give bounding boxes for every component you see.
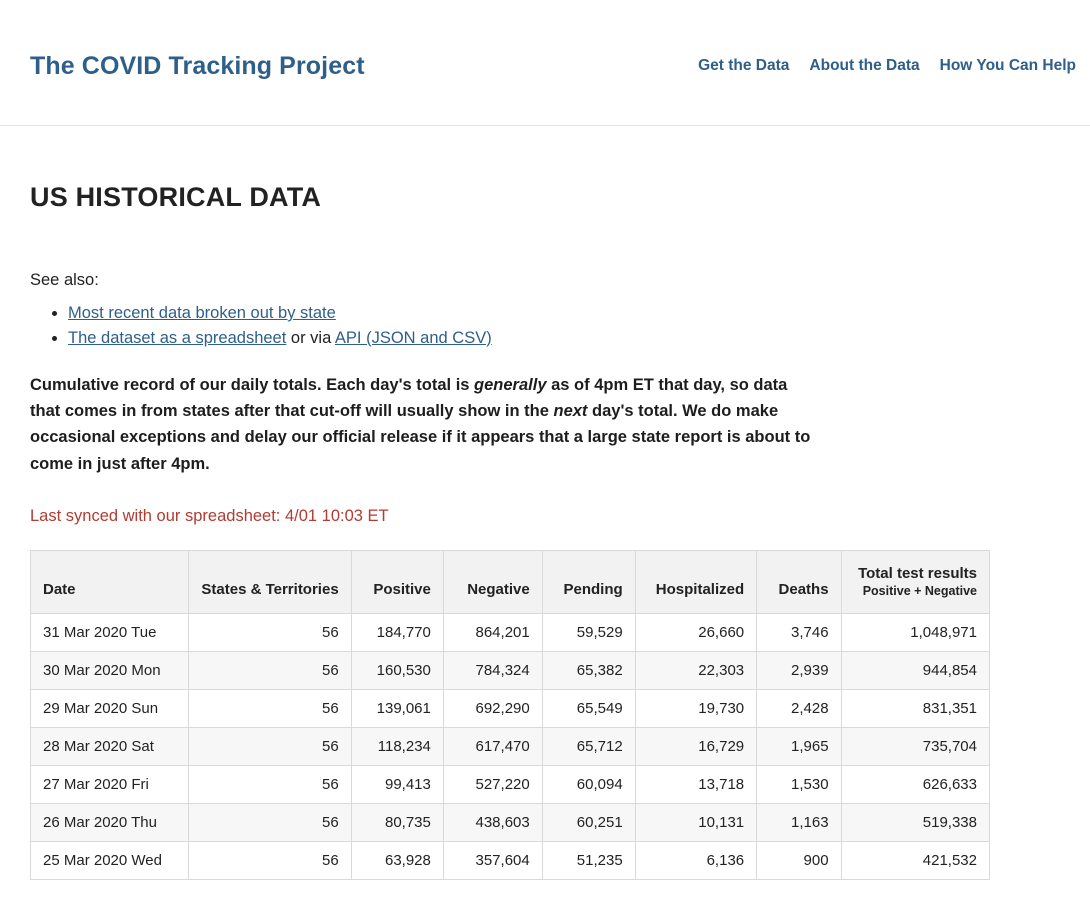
cell-negative: 527,220: [443, 766, 542, 804]
table-header: [31, 551, 990, 614]
cell-total-test-results: 735,704: [841, 728, 989, 766]
nav-item-get-the-data[interactable]: Get the Data: [698, 57, 790, 74]
table-row: [31, 842, 990, 880]
description-part-2: as of 4pm ET that day, so data that comes in from states after that cut-off will usually show in the: [30, 375, 788, 420]
cell-negative: 864,201: [443, 614, 542, 652]
column-header-total-test-results[interactable]: [841, 551, 989, 614]
table-body: [31, 614, 990, 880]
cell-negative: 357,604: [443, 842, 542, 880]
cell-positive: 80,735: [351, 804, 443, 842]
cell-date: 25 Mar 2020 Wed: [31, 842, 189, 880]
cell-hospitalized: 19,730: [635, 690, 756, 728]
table-header-row: [31, 551, 990, 614]
cell-date: 30 Mar 2020 Mon: [31, 652, 189, 690]
table-row: [31, 804, 990, 842]
column-header-total-sub: Positive + Negative: [862, 583, 977, 598]
cell-pending: 60,094: [542, 766, 635, 804]
cell-states-territories: 56: [189, 652, 351, 690]
list-item: [68, 327, 1060, 350]
cell-negative: 784,324: [443, 652, 542, 690]
cell-pending: 65,712: [542, 728, 635, 766]
nav-item-how-you-can-help[interactable]: How You Can Help: [939, 57, 1076, 74]
description-emphasis-generally: generally: [474, 375, 547, 394]
cell-positive: 139,061: [351, 690, 443, 728]
cell-total-test-results: 831,351: [841, 690, 989, 728]
cell-negative: 438,603: [443, 804, 542, 842]
last-synced-status: Last synced with our spreadsheet: 4/01 10:03 ET: [30, 507, 389, 526]
cell-states-territories: 56: [189, 614, 351, 652]
site-brand-link[interactable]: The COVID Tracking Project: [30, 52, 365, 80]
link-api-json-csv[interactable]: API (JSON and CSV): [334, 328, 492, 347]
cell-hospitalized: 6,136: [635, 842, 756, 880]
description-part-1: Cumulative record of our daily totals. Each day's total is: [30, 375, 475, 394]
cell-negative: 692,290: [443, 690, 542, 728]
list-item: [68, 302, 1060, 325]
cell-states-territories: 56: [189, 804, 351, 842]
cell-pending: 65,549: [542, 690, 635, 728]
cell-deaths: 3,746: [757, 614, 841, 652]
page-content: [0, 182, 1090, 880]
site-header: [0, 0, 1090, 126]
cell-pending: 51,235: [542, 842, 635, 880]
table-row: [31, 766, 990, 804]
cell-date: 27 Mar 2020 Fri: [31, 766, 189, 804]
column-header-total-main: Total test results: [858, 565, 977, 583]
cell-date: 31 Mar 2020 Tue: [31, 614, 189, 652]
cell-deaths: 1,965: [757, 728, 841, 766]
link-most-recent-data-by-state[interactable]: Most recent data broken out by state: [68, 304, 336, 322]
cell-pending: 65,382: [542, 652, 635, 690]
cell-positive: 184,770: [351, 614, 443, 652]
main-navigation: [698, 57, 1076, 75]
cell-positive: 99,413: [351, 766, 443, 804]
cell-positive: 160,530: [351, 652, 443, 690]
cell-states-territories: 56: [189, 690, 351, 728]
cell-total-test-results: 1,048,971: [841, 614, 989, 652]
cell-deaths: 2,428: [757, 690, 841, 728]
cell-states-territories: 56: [189, 728, 351, 766]
column-header-pending[interactable]: Pending: [542, 551, 635, 614]
table-row: [31, 652, 990, 690]
cell-date: 28 Mar 2020 Sat: [31, 728, 189, 766]
cell-date: 26 Mar 2020 Thu: [31, 804, 189, 842]
table-row: [31, 690, 990, 728]
cell-hospitalized: 22,303: [635, 652, 756, 690]
link-joiner-text: or via: [286, 328, 335, 347]
table-row: [31, 728, 990, 766]
column-header-states-territories[interactable]: States & Territories: [189, 551, 351, 614]
cell-pending: 59,529: [542, 614, 635, 652]
cell-pending: 60,251: [542, 804, 635, 842]
cell-total-test-results: 626,633: [841, 766, 989, 804]
description-part-3: day's total. We do make occasional exceptions and delay our official release if it appears that a large state report is about to come in just after 4pm.: [30, 401, 811, 473]
column-header-date[interactable]: Date: [31, 551, 189, 614]
column-header-positive[interactable]: Positive: [351, 551, 443, 614]
cell-deaths: 2,939: [757, 652, 841, 690]
cell-date: 29 Mar 2020 Sun: [31, 690, 189, 728]
cell-hospitalized: 16,729: [635, 728, 756, 766]
cell-total-test-results: 944,854: [841, 652, 989, 690]
nav-item-about-the-data[interactable]: About the Data: [809, 57, 920, 74]
cell-total-test-results: 519,338: [841, 804, 989, 842]
description-emphasis-next: next: [553, 401, 588, 420]
page-title: US HISTORICAL DATA: [30, 182, 322, 212]
cell-hospitalized: 26,660: [635, 614, 756, 652]
see-also-list: [30, 302, 1060, 350]
cell-states-territories: 56: [189, 842, 351, 880]
historical-data-table: [30, 550, 990, 880]
see-also-label: See also:: [30, 271, 99, 289]
cell-hospitalized: 13,718: [635, 766, 756, 804]
cell-positive: 63,928: [351, 842, 443, 880]
dataset-description: [30, 372, 820, 478]
cell-negative: 617,470: [443, 728, 542, 766]
link-dataset-spreadsheet[interactable]: The dataset as a spreadsheet: [68, 328, 287, 347]
cell-deaths: 1,163: [757, 804, 841, 842]
column-header-deaths[interactable]: Deaths: [757, 551, 841, 614]
cell-positive: 118,234: [351, 728, 443, 766]
cell-hospitalized: 10,131: [635, 804, 756, 842]
cell-total-test-results: 421,532: [841, 842, 989, 880]
column-header-negative[interactable]: Negative: [443, 551, 542, 614]
table-row: [31, 614, 990, 652]
cell-deaths: 900: [757, 842, 841, 880]
column-header-hospitalized[interactable]: Hospitalized: [635, 551, 756, 614]
cell-deaths: 1,530: [757, 766, 841, 804]
cell-states-territories: 56: [189, 766, 351, 804]
